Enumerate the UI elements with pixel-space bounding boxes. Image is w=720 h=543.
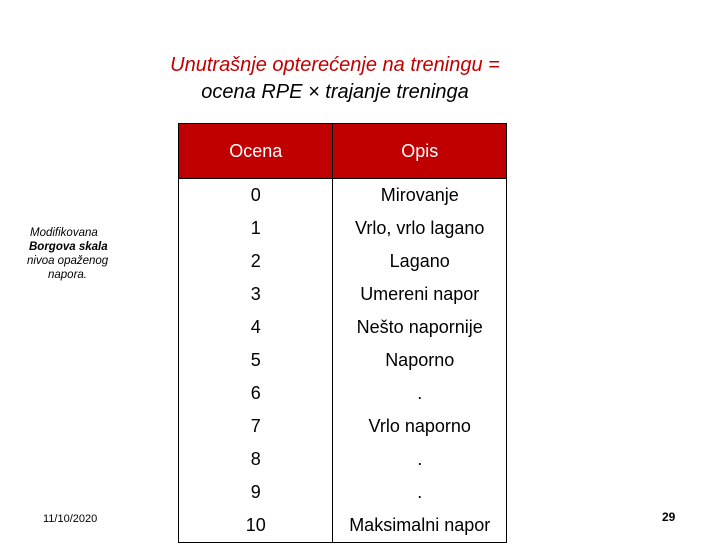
score-cell: 8 [179,443,333,476]
score-cell: 4 [179,311,333,344]
description-cell: Vrlo naporno [333,410,507,443]
header-score: Ocena [179,124,333,179]
score-cell: 5 [179,344,333,377]
table-row [179,344,507,377]
description-cell: Mirovanje [333,179,507,213]
header-description: Opis [333,124,507,179]
table-row [179,278,507,311]
description-cell: Maksimalni napor [333,509,507,543]
score-cell: 0 [179,179,333,213]
side-note [18,226,138,282]
score-cell: 6 [179,377,333,410]
side-note-line3: nivoa opaženog [27,255,109,267]
description-cell: . [333,443,507,476]
slide-date: 11/10/2020 [43,513,98,525]
side-note-line2: Borgova skala [29,241,108,253]
rpe-scale-table [178,123,507,543]
side-note-line4: napora. [48,269,88,281]
table-row [179,410,507,443]
table-row [179,245,507,278]
title-formula-line2: ocena RPE × trajanje treninga [201,81,469,103]
table-row [179,509,507,543]
description-cell: Nešto napornije [333,311,507,344]
description-cell: Lagano [333,245,507,278]
description-cell: . [333,476,507,509]
slide-title [100,52,570,106]
table-header-row [179,124,507,179]
score-cell: 9 [179,476,333,509]
table-row [179,476,507,509]
score-cell: 3 [179,278,333,311]
side-note-line1: Modifikovana [30,227,98,239]
score-cell: 10 [179,509,333,543]
description-cell: Vrlo, vrlo lagano [333,212,507,245]
table-row [179,212,507,245]
description-cell: Umereni napor [333,278,507,311]
table-row [179,377,507,410]
table-row [179,443,507,476]
table-row [179,311,507,344]
page-number: 29 [662,510,676,524]
description-cell: Naporno [333,344,507,377]
title-formula-line1: Unutrašnje opterećenje na treningu = [170,54,500,76]
description-cell: . [333,377,507,410]
score-cell: 2 [179,245,333,278]
score-cell: 7 [179,410,333,443]
score-cell: 1 [179,212,333,245]
table-row [179,179,507,213]
